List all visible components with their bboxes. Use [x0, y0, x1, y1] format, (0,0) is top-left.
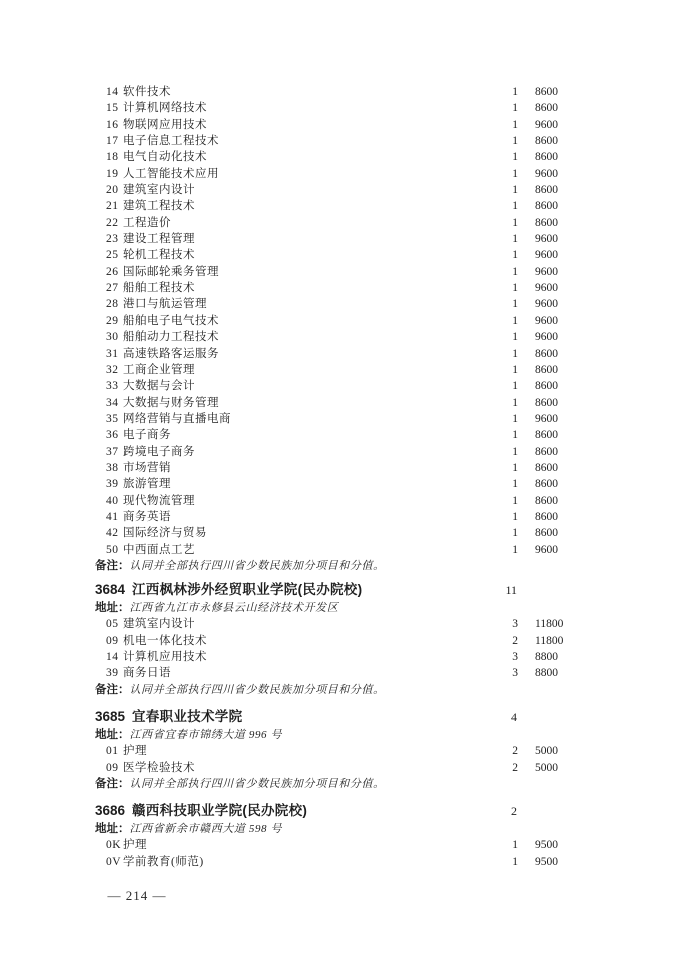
continued-major-list [95, 84, 582, 574]
major-fee: 8600 [535, 363, 558, 376]
major-name: 船舶动力工程技术 [123, 331, 219, 344]
major-name: 机电一体化技术 [123, 634, 207, 647]
major-name: 计算机应用技术 [123, 650, 207, 663]
major-fee: 9600 [535, 282, 558, 295]
major-plan-count: 1 [512, 135, 518, 148]
major-fee: 8600 [535, 347, 558, 360]
major-plan-count: 1 [512, 249, 518, 262]
major-code: 0K [106, 839, 122, 852]
major-plan-count: 1 [512, 216, 518, 229]
major-fee: 8600 [535, 102, 558, 115]
major-code: 14 [106, 86, 119, 98]
major-name: 旅游管理 [123, 478, 171, 491]
major-plan-count: 1 [512, 282, 518, 295]
major-fee: 8600 [535, 461, 558, 474]
major-fee: 8600 [535, 445, 558, 458]
major-name: 建筑室内设计 [123, 184, 195, 197]
major-name: 国际经济与贸易 [123, 527, 207, 540]
note-row [95, 776, 582, 792]
major-name: 高速铁路客运服务 [123, 347, 219, 360]
address-text: 江西省宜春市锦绣大道 996 号 [129, 729, 283, 741]
major-name: 网络营销与直播电商 [123, 412, 231, 425]
major-fee: 9600 [535, 331, 558, 344]
major-plan-count: 1 [512, 200, 518, 213]
address-text: 江西省九江市永修县云山经济技术开发区 [129, 602, 339, 614]
major-row [95, 149, 582, 165]
school-major-list [95, 616, 582, 681]
major-code: 20 [106, 184, 119, 197]
school-major-list [95, 743, 582, 776]
major-row [95, 460, 582, 476]
major-fee: 8600 [535, 380, 558, 393]
major-plan-count: 1 [512, 429, 518, 442]
major-row [95, 760, 582, 776]
school-section-3685 [95, 708, 582, 792]
major-fee: 8600 [535, 396, 558, 409]
major-fee: 9600 [535, 167, 558, 180]
school-code: 3685 [95, 709, 126, 724]
major-fee: 8600 [535, 510, 558, 523]
major-row [95, 411, 582, 427]
major-plan-count: 1 [512, 151, 518, 164]
major-fee: 8600 [535, 527, 558, 540]
major-code: 39 [106, 667, 119, 680]
major-code: 37 [106, 445, 119, 458]
major-name: 工商企业管理 [123, 363, 195, 376]
school-section-3686 [95, 802, 582, 870]
major-row [95, 854, 582, 870]
major-row [95, 509, 582, 525]
major-code: 38 [106, 461, 119, 474]
major-fee: 9600 [535, 249, 558, 262]
school-name: 宜春职业技术学院 [132, 709, 243, 724]
major-row [95, 329, 582, 345]
note-label: 备注： [95, 777, 130, 790]
major-row [95, 166, 582, 182]
major-plan-count: 2 [512, 761, 518, 774]
address-row [95, 727, 582, 743]
major-plan-count: 1 [512, 102, 518, 115]
major-fee: 5000 [535, 761, 558, 774]
address-label: 地址： [95, 729, 130, 741]
school-code: 3686 [95, 803, 126, 818]
major-name: 建设工程管理 [123, 233, 195, 246]
major-fee: 8600 [535, 478, 558, 491]
major-code: 30 [106, 331, 119, 344]
major-name: 大数据与财务管理 [123, 396, 219, 409]
major-name: 建筑工程技术 [123, 200, 195, 213]
school-header [95, 802, 582, 821]
major-plan-count: 1 [512, 167, 518, 180]
address-row [95, 821, 582, 837]
major-plan-count: 1 [512, 445, 518, 458]
major-row [95, 378, 582, 394]
major-code: 05 [106, 618, 119, 631]
major-fee: 9500 [535, 839, 558, 852]
major-code: 35 [106, 412, 119, 425]
major-plan-count: 1 [512, 510, 518, 523]
major-name: 商务日语 [123, 667, 171, 680]
major-plan-count: 1 [512, 380, 518, 393]
major-code: 09 [106, 761, 119, 774]
note-text: 认同并全部执行四川省少数民族加分项目和分值。 [129, 559, 385, 572]
major-plan-count: 1 [512, 86, 518, 98]
major-plan-count: 3 [512, 650, 518, 663]
major-fee: 9500 [535, 855, 558, 868]
major-row [95, 476, 582, 492]
major-plan-count: 1 [512, 461, 518, 474]
major-code: 28 [106, 298, 119, 311]
major-row [95, 215, 582, 231]
major-fee: 8800 [535, 667, 558, 680]
note-row [95, 682, 582, 698]
major-name: 市场营销 [123, 461, 171, 474]
address-row [95, 600, 582, 616]
major-code: 25 [106, 249, 119, 262]
school-total-plan: 11 [505, 583, 517, 597]
major-code: 21 [106, 200, 119, 213]
major-plan-count: 1 [512, 527, 518, 540]
major-name: 物联网应用技术 [123, 118, 207, 131]
major-plan-count: 1 [512, 118, 518, 131]
major-code: 26 [106, 265, 119, 278]
major-row [95, 649, 582, 665]
major-code: 32 [106, 363, 119, 376]
major-code: 0V [106, 855, 122, 868]
note-label: 备注： [95, 683, 130, 696]
major-name: 建筑室内设计 [123, 618, 195, 631]
major-code: 40 [106, 494, 119, 507]
major-code: 18 [106, 151, 119, 164]
address-label: 地址： [95, 823, 130, 835]
note-label: 备注： [95, 559, 130, 572]
major-fee: 8600 [535, 494, 558, 507]
major-plan-count: 1 [512, 347, 518, 360]
major-name: 护理 [123, 745, 147, 758]
major-code: 42 [106, 527, 119, 540]
major-fee: 9600 [535, 412, 558, 425]
school-name: 江西枫林涉外经贸职业学院(民办院校) [132, 582, 363, 597]
major-name: 计算机网络技术 [123, 102, 207, 115]
major-name: 工程造价 [123, 216, 171, 229]
major-row [95, 231, 582, 247]
major-row [95, 198, 582, 214]
school-header [95, 708, 582, 727]
major-fee: 8600 [535, 200, 558, 213]
note-text: 认同并全部执行四川省少数民族加分项目和分值。 [129, 777, 385, 790]
major-code: 19 [106, 167, 119, 180]
major-name: 船舶工程技术 [123, 282, 195, 295]
major-code: 16 [106, 118, 119, 131]
major-fee: 8600 [535, 429, 558, 442]
school-section-3684 [95, 581, 582, 698]
major-row [95, 665, 582, 681]
major-code: 34 [106, 396, 119, 409]
major-row [95, 264, 582, 280]
major-row [95, 280, 582, 296]
major-code: 15 [106, 102, 119, 115]
major-code: 27 [106, 282, 119, 295]
major-fee: 8800 [535, 650, 558, 663]
major-plan-count: 3 [512, 618, 518, 631]
major-fee: 8600 [535, 151, 558, 164]
address-label: 地址： [95, 602, 130, 614]
major-code: 36 [106, 429, 119, 442]
major-code: 14 [106, 650, 119, 663]
major-row [95, 313, 582, 329]
school-major-list [95, 837, 582, 870]
major-code: 29 [106, 314, 119, 327]
major-plan-count: 1 [512, 331, 518, 344]
major-plan-count: 1 [512, 478, 518, 491]
major-name: 人工智能技术应用 [123, 167, 219, 180]
major-name: 学前教育(师范) [123, 855, 204, 868]
major-name: 护理 [123, 839, 147, 852]
major-plan-count: 1 [512, 298, 518, 311]
major-plan-count: 1 [512, 233, 518, 246]
school-code: 3684 [95, 582, 126, 597]
school-total-plan: 2 [511, 804, 517, 818]
major-name: 港口与航运管理 [123, 298, 207, 311]
major-code: 22 [106, 216, 119, 229]
major-plan-count: 1 [512, 314, 518, 327]
school-name: 赣西科技职业学院(民办院校) [132, 803, 308, 818]
major-row [95, 743, 582, 759]
note-text: 认同并全部执行四川省少数民族加分项目和分值。 [129, 683, 385, 696]
major-fee: 9600 [535, 298, 558, 311]
major-name: 中西面点工艺 [123, 543, 195, 556]
major-name: 医学检验技术 [123, 761, 195, 774]
major-row [95, 133, 582, 149]
major-name: 商务英语 [123, 510, 171, 523]
major-fee: 9600 [535, 118, 558, 131]
major-name: 电子商务 [123, 429, 171, 442]
major-row [95, 444, 582, 460]
major-code: 41 [106, 510, 119, 523]
major-fee: 9600 [535, 314, 558, 327]
major-plan-count: 1 [512, 363, 518, 376]
major-fee: 11800 [535, 618, 564, 631]
school-total-plan: 4 [511, 710, 517, 724]
major-plan-count: 1 [512, 855, 518, 868]
major-row [95, 84, 582, 100]
major-plan-count: 3 [512, 667, 518, 680]
note-row [95, 558, 582, 574]
major-fee: 8600 [535, 135, 558, 148]
major-row [95, 542, 582, 558]
major-name: 轮机工程技术 [123, 249, 195, 262]
major-row [95, 395, 582, 411]
major-row [95, 837, 582, 853]
major-row [95, 493, 582, 509]
major-fee: 8600 [535, 86, 558, 98]
major-name: 跨境电子商务 [123, 445, 195, 458]
major-code: 39 [106, 478, 119, 491]
major-code: 31 [106, 347, 119, 360]
major-fee: 8600 [535, 184, 558, 197]
major-plan-count: 1 [512, 494, 518, 507]
major-plan-count: 1 [512, 839, 518, 852]
major-row [95, 247, 582, 263]
major-code: 09 [106, 634, 119, 647]
major-name: 船舶电子电气技术 [123, 314, 219, 327]
major-fee: 9600 [535, 233, 558, 246]
major-plan-count: 1 [512, 265, 518, 278]
major-plan-count: 1 [512, 184, 518, 197]
major-name: 电子信息工程技术 [123, 135, 219, 148]
major-name: 国际邮轮乘务管理 [123, 265, 219, 278]
major-fee: 11800 [535, 634, 564, 647]
major-plan-count: 1 [512, 543, 518, 556]
major-fee: 5000 [535, 745, 558, 758]
major-plan-count: 2 [512, 745, 518, 758]
major-plan-count: 1 [512, 412, 518, 425]
major-row [95, 296, 582, 312]
major-row [95, 362, 582, 378]
major-row [95, 182, 582, 198]
major-plan-count: 1 [512, 396, 518, 409]
major-row [95, 525, 582, 541]
major-code: 23 [106, 233, 119, 246]
major-code: 17 [106, 135, 119, 148]
major-code: 01 [106, 745, 119, 758]
address-text: 江西省新余市赣西大道 598 号 [129, 823, 283, 835]
major-row [95, 427, 582, 443]
major-name: 大数据与会计 [123, 380, 195, 393]
major-fee: 9600 [535, 265, 558, 278]
major-row [95, 346, 582, 362]
major-name: 电气自动化技术 [123, 151, 207, 164]
major-name: 现代物流管理 [123, 494, 195, 507]
major-code: 50 [106, 543, 119, 556]
major-row [95, 616, 582, 632]
school-header [95, 581, 582, 600]
major-fee: 9600 [535, 543, 558, 556]
major-name: 软件技术 [123, 86, 171, 98]
major-row [95, 117, 582, 133]
major-row [95, 633, 582, 649]
major-plan-count: 2 [512, 634, 518, 647]
major-row [95, 100, 582, 116]
page-number: — 214 — [107, 888, 167, 903]
major-fee: 8600 [535, 216, 558, 229]
major-code: 33 [106, 380, 119, 393]
